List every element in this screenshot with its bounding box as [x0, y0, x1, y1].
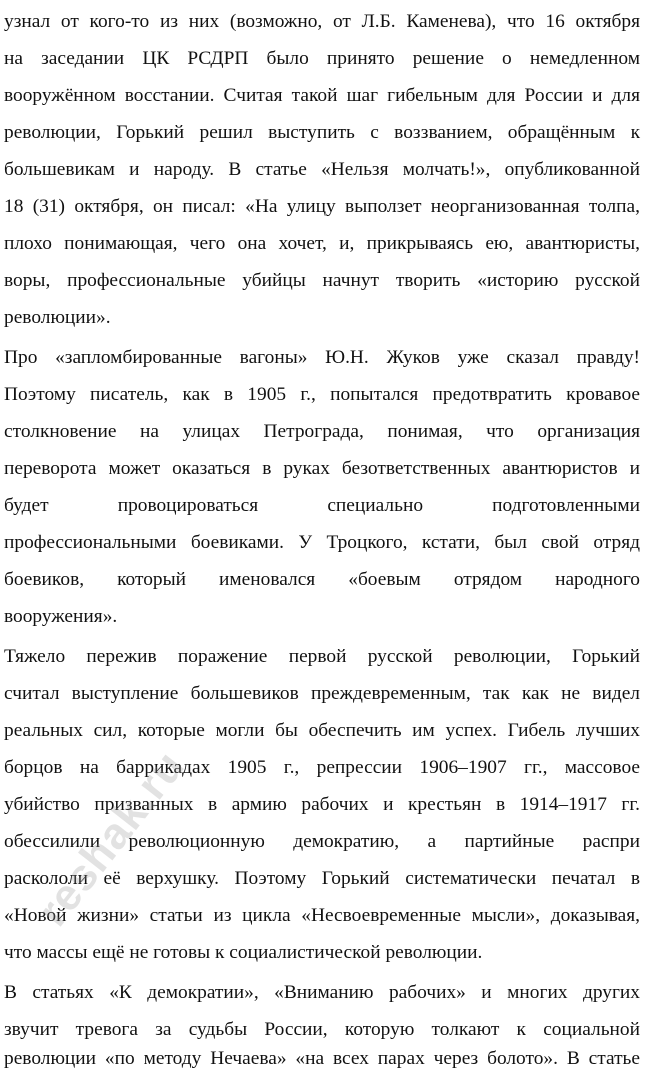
text-line: на заседании ЦК РСДРП было принято решение о немедленном — [4, 48, 640, 69]
text-line: 18 (31) октября, он писал: «На улицу выползет неорганизованная толпа, — [4, 196, 640, 217]
text-line: Про «запломбированные вагоны» Ю.Н. Жуков уже сказал правду! — [4, 347, 640, 368]
text-line: В статьях «К демократии», «Вниманию рабочих» и многих других — [4, 982, 640, 1003]
text-line: столкновение на улицах Петрограда, понимая, что организация — [4, 421, 640, 442]
text-line: Поэтому писатель, как в 1905 г., попытался предотвратить кровавое — [4, 384, 640, 405]
watermark: reshak.ru — [28, 741, 195, 936]
text-line: большевикам и народу. В статье «Нельзя молчать!», опубликованной — [4, 159, 640, 180]
text-line: считал выступление большевиков преждевременным, так как не видел — [4, 683, 640, 704]
text-line: убийство призванных в армию рабочих и крестьян в 1914–1917 гг. — [4, 794, 640, 815]
text-line: революции, Горький решил выступить с воззванием, обращённым к — [4, 122, 640, 143]
text-line: революции». — [4, 307, 111, 328]
text-line: переворота может оказаться в руках безответственных авантюристов и — [4, 458, 640, 479]
text-line: революции «по методу Нечаева» «на всех парах через болото». В статье — [4, 1048, 640, 1069]
text-line: плохо понимающая, чего она хочет, и, прикрываясь ею, авантюристы, — [4, 233, 640, 254]
text-line: что массы ещё не готовы к социалистической революции. — [4, 942, 483, 963]
text-line: обессилили революционную демократию, а партийные распри — [4, 831, 640, 852]
text-line: профессиональными боевиками. У Троцкого, кстати, был свой отряд — [4, 532, 640, 553]
text-line: Тяжело пережив поражение первой русской революции, Горький — [4, 646, 640, 667]
text-line: «Новой жизни» статьи из цикла «Несвоевременные мысли», доказывая, — [4, 905, 640, 926]
text-line: звучит тревога за судьбы России, которую толкают к социальной — [4, 1019, 640, 1040]
text-line: раскололи её верхушку. Поэтому Горький систематически печатал в — [4, 868, 640, 889]
text-line: будет провоцироваться специально подготовленными — [4, 495, 640, 516]
text-line: вооружения». — [4, 606, 118, 627]
text-line: вооружённом восстании. Считая такой шаг гибельным для России и для — [4, 85, 640, 106]
text-line: воры, профессиональные убийцы начнут творить «историю русской — [4, 270, 640, 291]
text-line: боевиков, который именовался «боевым отрядом народного — [4, 569, 640, 590]
text-line: узнал от кого-то из них (возможно, от Л.Б. Каменева), что 16 октября — [4, 11, 640, 32]
text-line: реальных сил, которые могли бы обеспечить им успех. Гибель лучших — [4, 720, 640, 741]
text-line: борцов на баррикадах 1905 г., репрессии 1906–1907 гг., массовое — [4, 757, 640, 778]
